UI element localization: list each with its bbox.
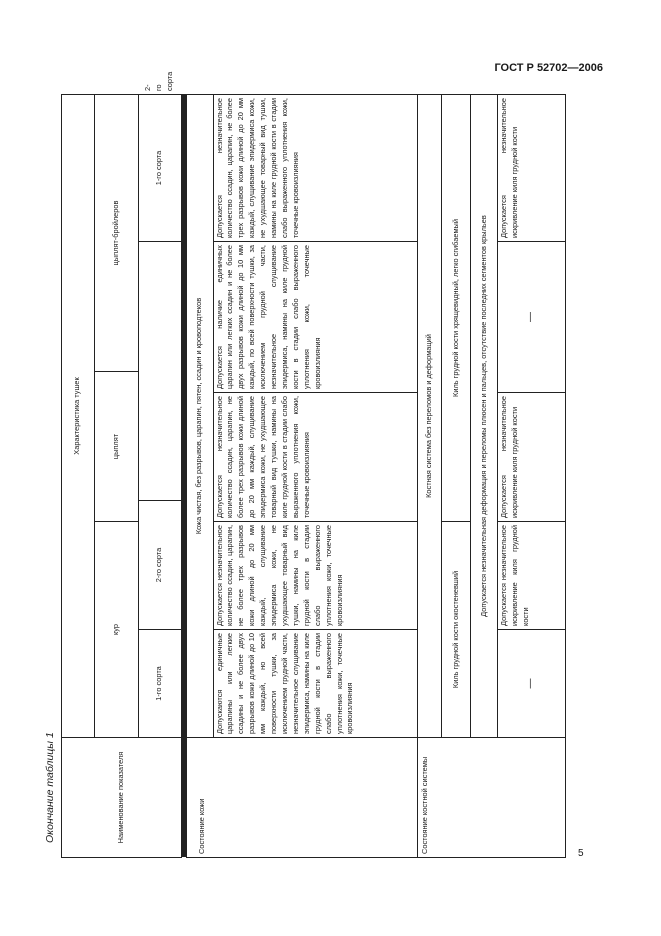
- header-broiler-grade1: 1-го сорта: [138, 95, 181, 242]
- page-number: 5: [578, 848, 584, 859]
- row-skin-name: Состояние кожи: [186, 738, 417, 858]
- bone-young-keel: Киль грудной кости хрящевидный, легко сгибаемый: [442, 95, 471, 522]
- bone-broiler-grade2-keel: Допускается незначительное искривление киля грудной кости: [497, 95, 565, 242]
- bone-tsyplyat-keel: Допускается незначительное искривление киля грудной кости: [497, 393, 565, 522]
- bone-broiler-grade1-dash: —: [497, 242, 565, 393]
- table-continuation-label: Окончание таблицы 1: [44, 732, 56, 843]
- bone-kur-grade2-keel: Допускается незначительное искривление киля грудной кости: [497, 522, 565, 630]
- skin-tsyplyat-grade2: Допускается незначительное количество ссадин, царапин, не более трех разрывов кожи длиной до 20 мм каждый, слущивание эпидермиса кожи, не ухудшающее товарный вид тушки, намины на киле грудной кости в стадии слабо выраженного уплотнения кожи, точечные кровоизлияния: [213, 393, 417, 522]
- bone-kur-keel: Киль грудной кости окостеневший: [442, 522, 471, 738]
- document-code: ГОСТ Р 52702—2006: [494, 62, 603, 74]
- quality-table: Наименование показателя Характеристика тушек кур цыплят цыплят-бройлеров 1-го сорта 2-го сорта 1-го сорта 2-го сорта Состояние кожи Кожа чистая, без разрывов, царапин, пятен, ссадин и кровоподтеков Допускаются единичные царапины или легкие ссадины и не более двух разрывов кожи длиной до 10 мм каждый, но всей поверхности тушки, за исключением грудной части, незначительное слущивание эпидермиса, намины на киле грудной кости в стадии слабо выраженного уплотнения кожи, точечные кровоизлияния Допускается незначительное количество ссадин, царапин, не более трех разрывов кожи длиной до 20 мм каждый, слущивание эпидермиса кожи, не ухудшающее товарный вид тушки, намины на киле грудной кости в стадии слабо выраженного уплотнения кожи, точечные кровоизлияния Допускается незначительное количество ссадин, царапин, не более трех разрывов кожи длиной до 20 мм каждый, слущивание эпидермиса кожи, не ухудшающее товарный вид тушки, намины на киле грудной кости в стадии слабо выраженного уплотнения кожи, точечные кровоизлияния Допускается наличие единичных царапин или легких ссадин и не более двух разрывов кожи длиной до 10 мм каждый, по всей поверхности тушки, за исключением грудной части, незначительное слущивание эпидермиса, намины на киле грудной кости в стадии слабо выраженного уплотнения кожи, точечные кровоизлияния Допускается незначительное количество ссадин, царапин, не более трех разрывов кожи длиной до 20 мм каждый, слущивание эпидермиса кожи, не ухудшающее товарный вид тушки, намины на киле грудной кости в стадии слабо выраженного уплотнения кожи, точечные кровоизлияния Состояние костной системы Костная система без переломов и деформаций Киль грудной кости окостеневший Киль грудной кости хрящевидный, легко сгибаемый Допускается незначительная деформация и переломы плюсен и пальцев, отсутствие последних сегментов крыльев — Допускается незначительное искривление киля грудной кости Допускается незначительное искривление киля грудной кости — Допускается незначительное искривление киля грудной кости: [61, 94, 566, 858]
- rotated-table-area: [41, 71, 566, 858]
- header-group-broilers: цыплят-бройлеров: [94, 95, 138, 372]
- header-group-tsyplyat: цыплят: [94, 372, 138, 522]
- header-kur-grade1: 1-го сорта: [138, 630, 181, 738]
- header-indicator: Наименование показателя: [62, 738, 182, 858]
- row-bone-name: Состояние костной системы: [417, 738, 565, 858]
- header-kur-grade2: 2-го сорта: [138, 501, 181, 630]
- skin-kur-grade1: Допускаются единичные царапины или легкие ссадины и не более двух разрывов кожи длиной до 10 мм каждый, но всей поверхности тушки, за исключением грудной части, незначительное слущивание эпидермиса, намины на киле грудной кости в стадии слабо выраженного уплотнения кожи, точечные кровоизлияния: [213, 630, 417, 738]
- skin-kur-grade2: Допускается незначительное количество ссадин, царапин, не более трех разрывов кожи длиной до 20 мм каждый, слущивание эпидермиса кожи, не ухудшающее товарный вид тушки, намины на киле грудной кости в стадии слабо выраженного уплотнения кожи, точечные кровоизлияния: [213, 522, 417, 630]
- skin-broiler-grade2: Допускается незначительное количество ссадин, царапин, не более трех разрывов кожи длиной до 20 мм каждый, слущивание эпидермиса кожи, не ухудшающее товарный вид тушки, намины на киле грудной кости в стадии слабо выраженного уплотнения кожи, точечные кровоизлияния: [213, 95, 417, 242]
- header-tsyplyat-grade: [138, 242, 181, 501]
- bone-deformation-note: Допускается незначительная деформация и переломы плюсен и пальцев, отсутствие последних сегментов крыльев: [471, 95, 498, 738]
- bone-common-requirement: Костная система без переломов и деформаций: [417, 95, 441, 738]
- bone-kur-grade1-dash: —: [497, 630, 565, 738]
- skin-broiler-grade1: Допускается наличие единичных царапин или легких ссадин и не более двух разрывов кожи длиной до 10 мм каждый, по всей поверхности тушки, за исключением грудной части, незначительное слущивание эпидермиса, намины на киле грудной кости в стадии слабо выраженного уплотнения кожи, точечные кровоизлияния: [213, 242, 417, 393]
- header-characteristic: Характеристика тушек: [62, 95, 95, 738]
- skin-common-requirement: Кожа чистая, без разрывов, царапин, пятен, ссадин и кровоподтеков: [186, 95, 213, 738]
- header-group-kur: кур: [94, 522, 138, 738]
